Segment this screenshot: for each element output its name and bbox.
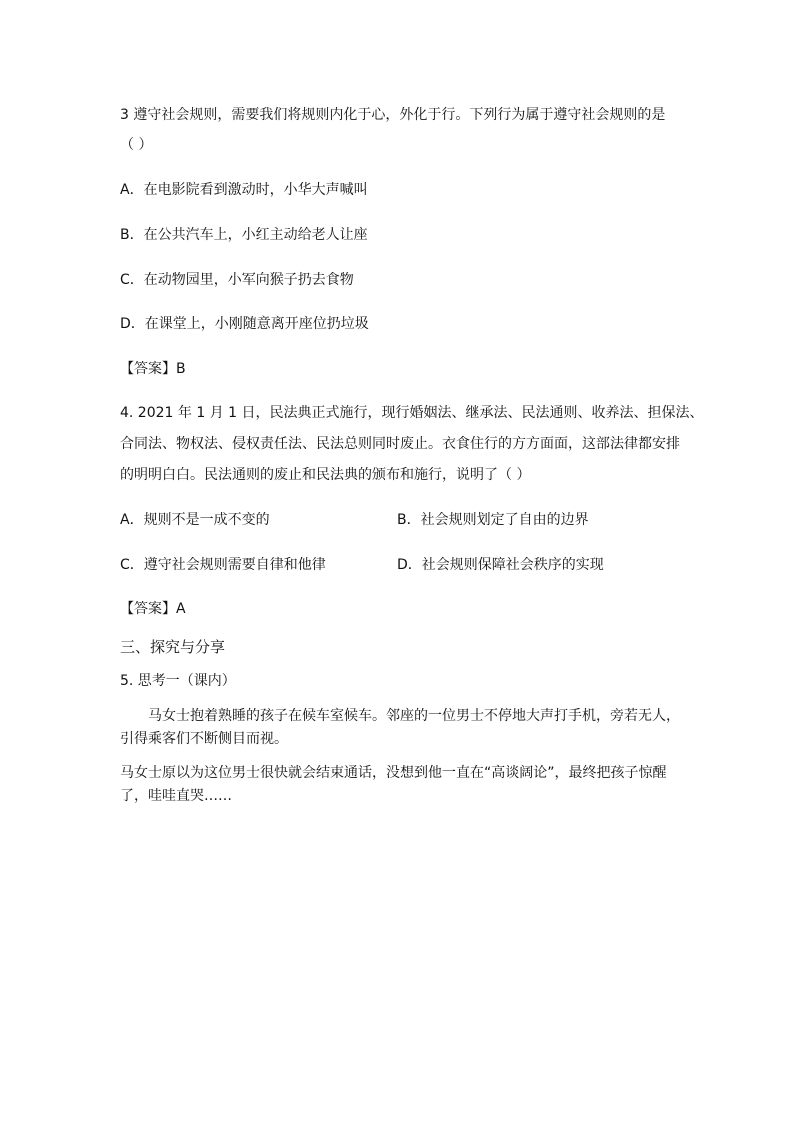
q3-option-d: D．在课堂上，小刚随意离开座位扔垃圾 bbox=[120, 316, 369, 332]
q4-stem-line1: 4. 2021 年 1 月 1 日，民法典正式施行，现行婚姻法、继承法、民法通则、收养法、担保法、 bbox=[120, 405, 704, 421]
q3-stem-line2: （ ） bbox=[120, 137, 153, 153]
q3-option-c: C．在动物园里，小军向猴子扔去食物 bbox=[120, 272, 354, 288]
q4-option-c: C．遵守社会规则需要自律和他律 bbox=[120, 557, 326, 573]
q3-option-a: A．在电影院看到激动时，小华大声喊叫 bbox=[120, 182, 368, 198]
q4-option-a: A．规则不是一成不变的 bbox=[120, 512, 270, 528]
q5-para2-line1: 马女士原以为这位男士很快就会结束通话，没想到他一直在“高谈阔论”，最终把孩子惊醒 bbox=[120, 765, 667, 781]
q4-option-d: D．社会规则保障社会秩序的实现 bbox=[397, 557, 604, 573]
q5-title: 5. 思考一（课内） bbox=[120, 673, 236, 689]
q3-answer: 【答案】B bbox=[120, 361, 186, 377]
q5-para1-line1: 马女士抱着熟睡的孩子在候车室候车。邻座的一位男士不停地大声打手机，旁若无人， bbox=[148, 708, 680, 724]
q4-option-b: B．社会规则划定了自由的边界 bbox=[397, 512, 589, 528]
q3-stem-line1: 3 遵守社会规则，需要我们将规则内化于心，外化于行。下列行为属于遵守社会规则的是 bbox=[120, 107, 666, 123]
q4-stem-line2: 合同法、物权法、侵权责任法、民法总则同时废止。衣食住行的方方面面，这部法律都安排 bbox=[120, 436, 680, 452]
section-heading: 三、探究与分享 bbox=[120, 638, 226, 656]
q5-para1-line2: 引得乘客们不断侧目而视。 bbox=[120, 731, 288, 747]
q5-para2-line2: 了，哇哇直哭…… bbox=[120, 788, 232, 804]
q3-option-b: B．在公共汽车上，小红主动给老人让座 bbox=[120, 227, 368, 243]
q4-answer: 【答案】A bbox=[120, 601, 186, 617]
q4-stem-line3: 的明明白白。民法通则的废止和民法典的颁布和施行，说明了（ ） bbox=[120, 467, 531, 483]
